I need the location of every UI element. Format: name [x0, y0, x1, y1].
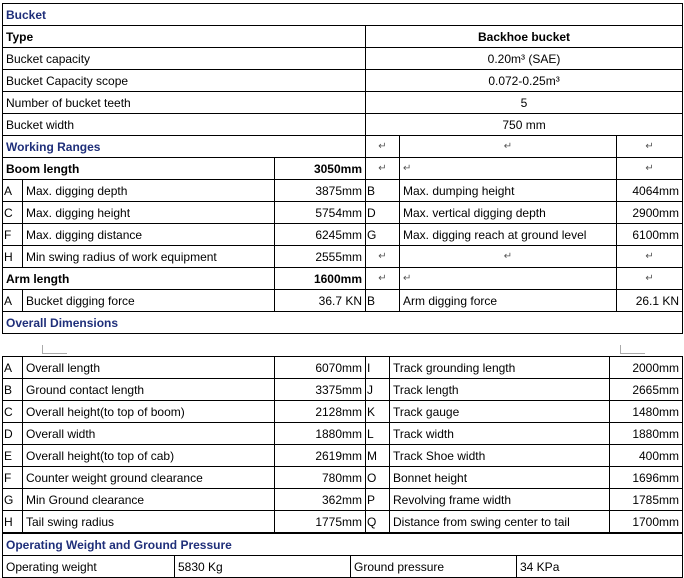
working-range-row — [3, 202, 683, 224]
paragraph-mark: ↵ — [366, 246, 400, 268]
row-name: Track Shoe width — [390, 445, 610, 467]
row-letter: A — [3, 180, 23, 202]
bucket-value: 0.20m³ (SAE) — [366, 48, 683, 70]
row-name: Distance from swing center to tail — [390, 511, 610, 533]
row-value: 1880mm — [610, 423, 683, 445]
table-split-connector-right — [620, 345, 645, 354]
row-letter: O — [366, 467, 390, 489]
bucket-section-title: Bucket — [3, 4, 683, 26]
bucket-row — [3, 70, 683, 92]
row-name: Bonnet height — [390, 467, 610, 489]
ground-pressure-value: 34 KPa — [517, 556, 683, 578]
dimension-row — [3, 401, 683, 423]
row-letter: Q — [366, 511, 390, 533]
paragraph-mark: ↵ — [400, 268, 617, 290]
row-letter: F — [3, 224, 23, 246]
row-name: Min swing radius of work equipment — [23, 246, 275, 268]
paragraph-mark: ↵ — [617, 268, 683, 290]
working-range-row — [3, 180, 683, 202]
row-name: Max. dumping height — [400, 180, 617, 202]
ground-pressure-label: Ground pressure — [351, 556, 517, 578]
row-letter: P — [366, 489, 390, 511]
arm-length-label: Arm length — [3, 268, 275, 290]
row-letter: C — [3, 401, 23, 423]
row-value: 3875mm — [275, 180, 366, 202]
boom-length-label: Boom length — [3, 158, 275, 180]
row-value: 3375mm — [275, 379, 366, 401]
row-name: Track width — [390, 423, 610, 445]
row-name: Track length — [390, 379, 610, 401]
row-letter: D — [3, 423, 23, 445]
row-value: 1785mm — [610, 489, 683, 511]
weight-row — [3, 556, 683, 578]
row-letter: B — [3, 379, 23, 401]
bucket-row — [3, 92, 683, 114]
spec-table-lower — [2, 356, 682, 578]
row-name: Bucket digging force — [23, 290, 275, 312]
bucket-value: 0.072-0.25m³ — [366, 70, 683, 92]
row-value: 6100mm — [617, 224, 683, 246]
row-value: 5754mm — [275, 202, 366, 224]
row-value: 2000mm — [610, 357, 683, 379]
paragraph-mark: ↵ — [617, 136, 683, 158]
bucket-label: Bucket Capacity scope — [3, 70, 366, 92]
arm-length-value: 1600mm — [275, 268, 366, 290]
bucket-value: 750 mm — [366, 114, 683, 136]
bucket-row — [3, 48, 683, 70]
dimension-row — [3, 357, 683, 379]
bucket-value: Backhoe bucket — [366, 26, 683, 48]
bucket-row — [3, 26, 683, 48]
boom-length-value: 3050mm — [275, 158, 366, 180]
paragraph-mark: ↵ — [400, 246, 617, 268]
row-name: Overall width — [23, 423, 275, 445]
overall-section-title: Overall Dimensions — [3, 312, 683, 334]
working-header-row — [3, 136, 683, 158]
paragraph-mark: ↵ — [617, 158, 683, 180]
row-name: Overall length — [23, 357, 275, 379]
row-name: Max. digging reach at ground level — [400, 224, 617, 246]
paragraph-mark: ↵ — [400, 136, 617, 158]
row-letter: H — [3, 511, 23, 533]
row-name: Track gauge — [390, 401, 610, 423]
row-value: 1480mm — [610, 401, 683, 423]
spec-table-upper — [2, 3, 682, 334]
row-name: Revolving frame width — [390, 489, 610, 511]
dimension-row — [3, 423, 683, 445]
bucket-label: Bucket capacity — [3, 48, 366, 70]
row-letter: G — [366, 224, 400, 246]
row-name: Max. digging depth — [23, 180, 275, 202]
paragraph-mark: ↵ — [617, 246, 683, 268]
working-range-row — [3, 246, 683, 268]
working-range-row — [3, 224, 683, 246]
row-letter: K — [366, 401, 390, 423]
row-value: 1880mm — [275, 423, 366, 445]
operating-weight-value: 5830 Kg — [175, 556, 351, 578]
bucket-label: Type — [3, 26, 366, 48]
bucket-header-row — [3, 4, 683, 26]
paragraph-mark: ↵ — [366, 158, 400, 180]
row-value: 1775mm — [275, 511, 366, 533]
weight-section-title: Operating Weight and Ground Pressure — [3, 534, 683, 556]
row-value: 4064mm — [617, 180, 683, 202]
row-letter: L — [366, 423, 390, 445]
operating-weight-label: Operating weight — [3, 556, 175, 578]
row-value: 1700mm — [610, 511, 683, 533]
row-value: 6245mm — [275, 224, 366, 246]
row-name: Ground contact length — [23, 379, 275, 401]
dimension-row — [3, 467, 683, 489]
row-letter: C — [3, 202, 23, 224]
paragraph-mark: ↵ — [366, 268, 400, 290]
row-name: Max. digging distance — [23, 224, 275, 246]
row-value: 362mm — [275, 489, 366, 511]
row-value: 2555mm — [275, 246, 366, 268]
row-value: 1696mm — [610, 467, 683, 489]
dimension-row — [3, 511, 683, 533]
row-letter: G — [3, 489, 23, 511]
row-value: 26.1 KN — [617, 290, 683, 312]
row-name: Min Ground clearance — [23, 489, 275, 511]
arm-length-row — [3, 268, 683, 290]
dimension-row — [3, 379, 683, 401]
row-value: 780mm — [275, 467, 366, 489]
row-letter: M — [366, 445, 390, 467]
row-name: Counter weight ground clearance — [23, 467, 275, 489]
row-letter: A — [3, 357, 23, 379]
overall-header-row — [3, 312, 683, 334]
row-value: 2619mm — [275, 445, 366, 467]
row-value: 2128mm — [275, 401, 366, 423]
row-name: Track grounding length — [390, 357, 610, 379]
row-name: Overall height(to top of cab) — [23, 445, 275, 467]
row-letter: I — [366, 357, 390, 379]
paragraph-mark: ↵ — [400, 158, 617, 180]
row-letter: B — [366, 290, 400, 312]
row-value: 2665mm — [610, 379, 683, 401]
bucket-row — [3, 114, 683, 136]
weight-header-row — [3, 534, 683, 556]
bucket-label: Number of bucket teeth — [3, 92, 366, 114]
dimension-row — [3, 445, 683, 467]
row-letter: D — [366, 202, 400, 224]
row-letter: A — [3, 290, 23, 312]
table-split-connector-left — [42, 345, 67, 354]
dimension-row — [3, 489, 683, 511]
bucket-label: Bucket width — [3, 114, 366, 136]
row-name: Overall height(to top of boom) — [23, 401, 275, 423]
bucket-value: 5 — [366, 92, 683, 114]
digging-force-row — [3, 290, 683, 312]
row-name: Max. digging height — [23, 202, 275, 224]
row-letter: J — [366, 379, 390, 401]
row-letter: B — [366, 180, 400, 202]
row-value: 400mm — [610, 445, 683, 467]
row-value: 6070mm — [275, 357, 366, 379]
row-letter: F — [3, 467, 23, 489]
row-letter: E — [3, 445, 23, 467]
row-name: Max. vertical digging depth — [400, 202, 617, 224]
row-name: Arm digging force — [400, 290, 617, 312]
paragraph-mark: ↵ — [366, 136, 400, 158]
boom-length-row — [3, 158, 683, 180]
row-letter: H — [3, 246, 23, 268]
row-value: 36.7 KN — [275, 290, 366, 312]
row-value: 2900mm — [617, 202, 683, 224]
working-section-title: Working Ranges — [3, 136, 366, 158]
row-name: Tail swing radius — [23, 511, 275, 533]
